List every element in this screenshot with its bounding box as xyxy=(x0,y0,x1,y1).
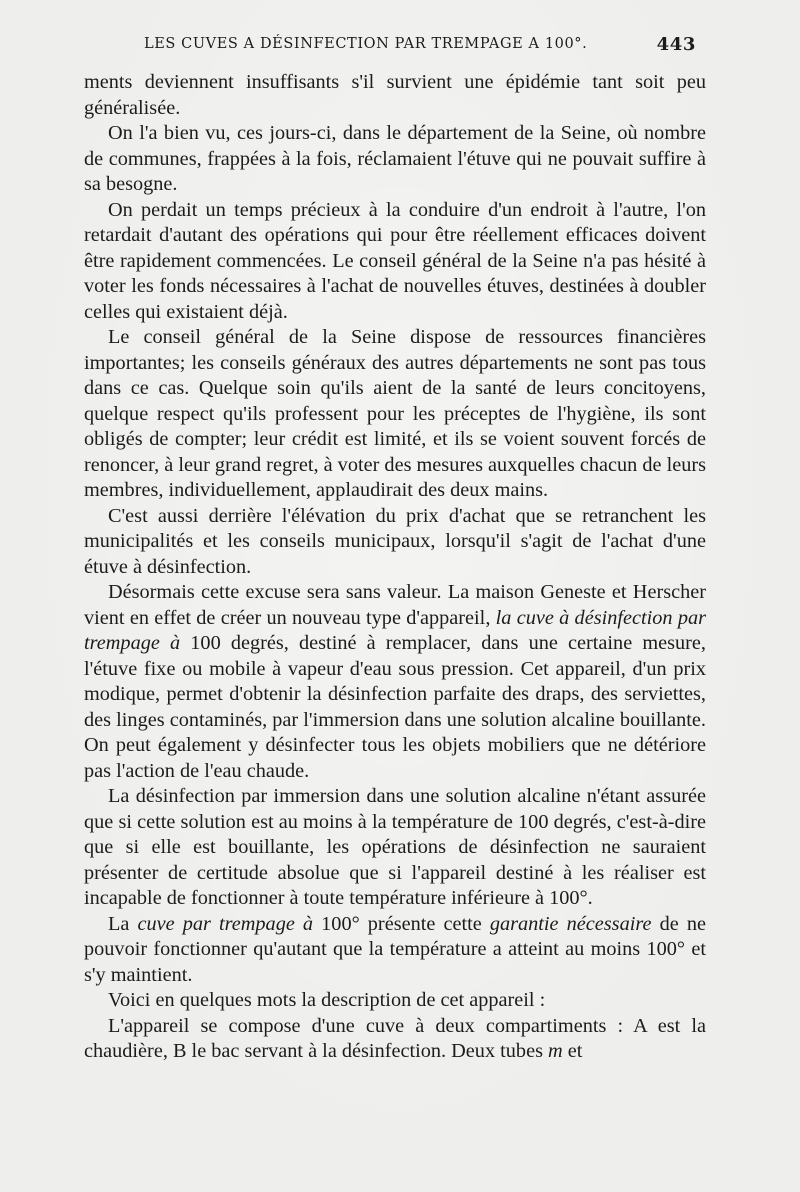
text-run: La xyxy=(108,912,138,935)
italic-text: garantie nécessaire xyxy=(489,912,652,935)
running-head xyxy=(100,34,696,60)
italic-text: cuve par trempage à xyxy=(137,912,314,935)
paragraph xyxy=(84,121,706,198)
text-run: Voici en quelques mots la description de cet appareil : xyxy=(108,989,546,1011)
italic-text: m xyxy=(548,1040,563,1062)
paragraph xyxy=(84,580,706,784)
text-run: et xyxy=(562,1040,583,1062)
paragraph xyxy=(84,198,706,326)
text-run: On l'a bien vu, ces jours-ci, dans le département de la Seine, où nombre de communes, frappées à la fois, réclamaient l'étuve qui ne pouvait suffire à sa besogne. xyxy=(84,122,706,195)
text-run: La désinfection par immersion dans une solution alcaline n'étant assurée que si cette solution est au moins à la température de 100 degrés, c'est-à-dire que si elle est bouillante, les opérations de désinfection ne sauraient présenter de certitude absolue que si l'appareil destiné à les réaliser est incapable de fonctionner à toute température inférieure à 100°. xyxy=(84,785,706,909)
paragraph xyxy=(84,325,706,504)
paragraph xyxy=(84,70,706,121)
text-run: Désormais cette excuse sera sans valeur. La maison Geneste et Herscher vient en effet de créer un nouveau type d'appareil, xyxy=(84,581,706,629)
text-run: ments deviennent insuffisants s'il survient une épidémie tant soit peu généralisée. xyxy=(84,71,706,119)
italic-text: la cuve à désinfection par trempage à xyxy=(84,606,706,654)
text-run: C'est aussi derrière l'élévation du prix d'achat que se retranchent les municipalités et les conseils municipaux, lorsqu'il s'agit de l'achat d'une étuve à désinfection. xyxy=(84,504,706,578)
body-text xyxy=(84,70,706,1065)
text-run: 100 degrés, destiné à remplacer, dans une certaine mesure, l'étuve fixe ou mobile à vapeur d'eau sous pression. Cet appareil, d'un prix modique, permet d'obtenir la désinfection parfaite des draps, des serviettes, des linges contaminés, par l'immersion dans une solution alcaline bouillante. On peut également y désinfecter tous les objets mobiliers que ne détériore pas l'action de l'eau chaude. xyxy=(84,632,706,782)
text-run: 100° présente cette xyxy=(313,912,490,935)
text-run: Le conseil général de la Seine dispose de ressources financières importantes; les conseils généraux des autres départements ne sont pas tous dans ce cas. Quelque soin qu'ils aient de la santé de leurs concitoyens, quelque respect qu'ils professent pour les préceptes de l'hygiène, ils sont obligés de compter; leur crédit est limité, et ils se voient souvent forcés de renoncer, à leur grand regret, à voter des mesures auxquelles chacun de leurs membres, individuellement, applaudirait des deux mains. xyxy=(84,326,706,501)
paragraph xyxy=(84,504,706,581)
text-run: On perdait un temps précieux à la conduire d'un endroit à l'autre, l'on retardait d'autant des opérations qui pour être réellement efficaces doivent être rapidement commencées. Le conseil général de la Seine n'a pas hésité à voter les fonds nécessaires à l'achat de nouvelles étuves, destinées à doubler celles qui existaient déjà. xyxy=(84,198,706,323)
text-run: L'appareil se compose d'une cuve à deux compartiments : A est la chaudière, B le bac servant à la désinfection. Deux tubes xyxy=(84,1014,706,1062)
paragraph xyxy=(84,784,706,912)
paragraph xyxy=(84,912,706,989)
text-run: de ne pouvoir fonctionner qu'autant que la température a atteint au moins 100° et s'y maintient. xyxy=(84,912,706,986)
page-number: 443 xyxy=(656,34,696,55)
paragraph xyxy=(84,1014,706,1065)
running-head-title: LES CUVES A DÉSINFECTION PAR TREMPAGE A 100°. xyxy=(144,36,588,52)
paragraph xyxy=(84,988,706,1014)
